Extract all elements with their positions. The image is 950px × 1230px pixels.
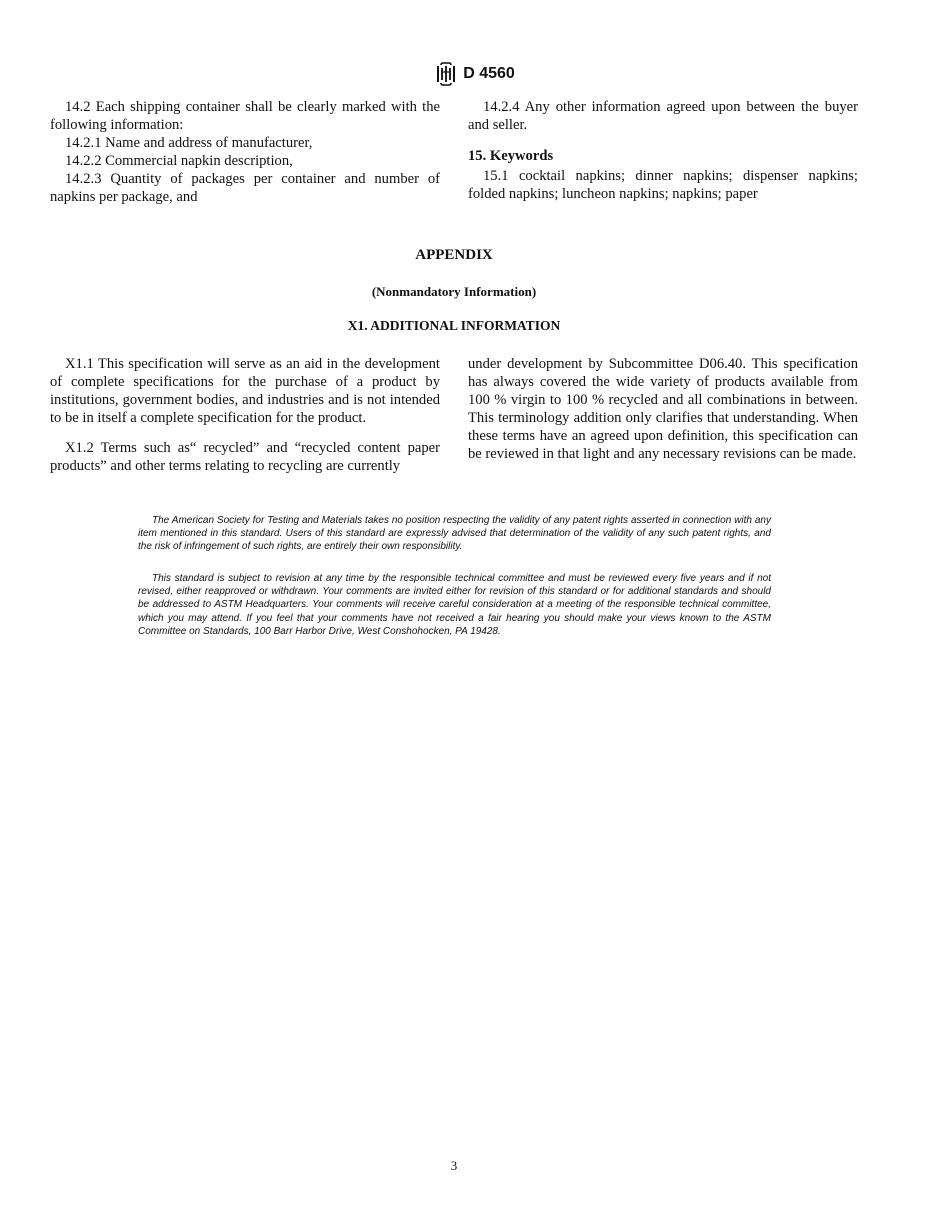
page-number: 3 <box>450 1158 458 1173</box>
left-column-appendix <box>50 355 440 475</box>
paragraph-x1-2-start: X1.2 Terms such as“ recycled” and “recycled content paper products” and other terms relating to recycling are currently <box>50 440 440 474</box>
paragraph-14-2-1: 14.2.1 Name and address of manufacturer, <box>65 135 313 151</box>
section-heading-keywords: 15. Keywords <box>468 148 554 164</box>
left-column-top <box>50 98 440 206</box>
paragraph-14-2: 14.2 Each shipping container shall be clearly marked with the following information: <box>50 99 440 133</box>
disclaimer-text-2: This standard is subject to revision at any time by the responsible technical committee and must be reviewed every five years and if not revised, either reapproved or withdrawn. Your comments are invited either for revision of this standard or for additional standards and should be addressed to ASTM Headquarters. Your comments will receive careful consideration at a meeting of the responsible technical committee, which you may attend. If you feel that your comments have not received a fair hearing you should make your views known to the ASTM Committee on Standards, 100 Barr Harbor Drive, West Conshohocken, PA 19428. <box>138 573 771 637</box>
astm-logo-icon <box>435 62 457 86</box>
paragraph-14-2-3: 14.2.3 Quantity of packages per container and number of napkins per package, and <box>50 171 440 205</box>
standard-designation: D 4560 <box>463 65 515 82</box>
paragraph-15-1: 15.1 cocktail napkins; dinner napkins; dispenser napkins; folded napkins; luncheon napkins; napkins; paper <box>468 168 858 202</box>
right-column-appendix <box>468 355 858 463</box>
appendix-section-title: X1. ADDITIONAL INFORMATION <box>347 318 561 333</box>
page-header <box>0 62 950 91</box>
patent-disclaimer <box>138 514 771 554</box>
paragraph-14-2-2: 14.2.2 Commercial napkin description, <box>65 153 293 169</box>
appendix-title: APPENDIX <box>415 247 493 263</box>
paragraph-x1-1: X1.1 This specification will serve as an aid in the development of complete specifications for the purchase of a product by institutions, government bodies, and industries and is not intended to be in itself a complete specification for the product. <box>50 356 440 426</box>
right-column-top <box>468 98 858 203</box>
paragraph-14-2-4: 14.2.4 Any other information agreed upon between the buyer and seller. <box>468 99 858 133</box>
revision-disclaimer <box>138 572 771 638</box>
disclaimer-text-1: The American Society for Testing and Materials takes no position respecting the validity of any patent rights asserted in connection with any item mentioned in this standard. Users of this standard are expressly advised that determination of the validity of any such patent rights, and the risk of infringement of such rights, are entirely their own responsibility. <box>138 515 771 553</box>
appendix-subtitle: (Nonmandatory Information) <box>371 284 537 299</box>
paragraph-x1-2-continued: under development by Subcommittee D06.40. This specification has always covered the wide variety of products available from 100 % virgin to 100 % recycled and all combinations in between. This terminology addition only clarifies that understanding. When these terms have an agreed upon definition, this specification can be reviewed in that light and any necessary revisions can be made. <box>468 356 858 462</box>
